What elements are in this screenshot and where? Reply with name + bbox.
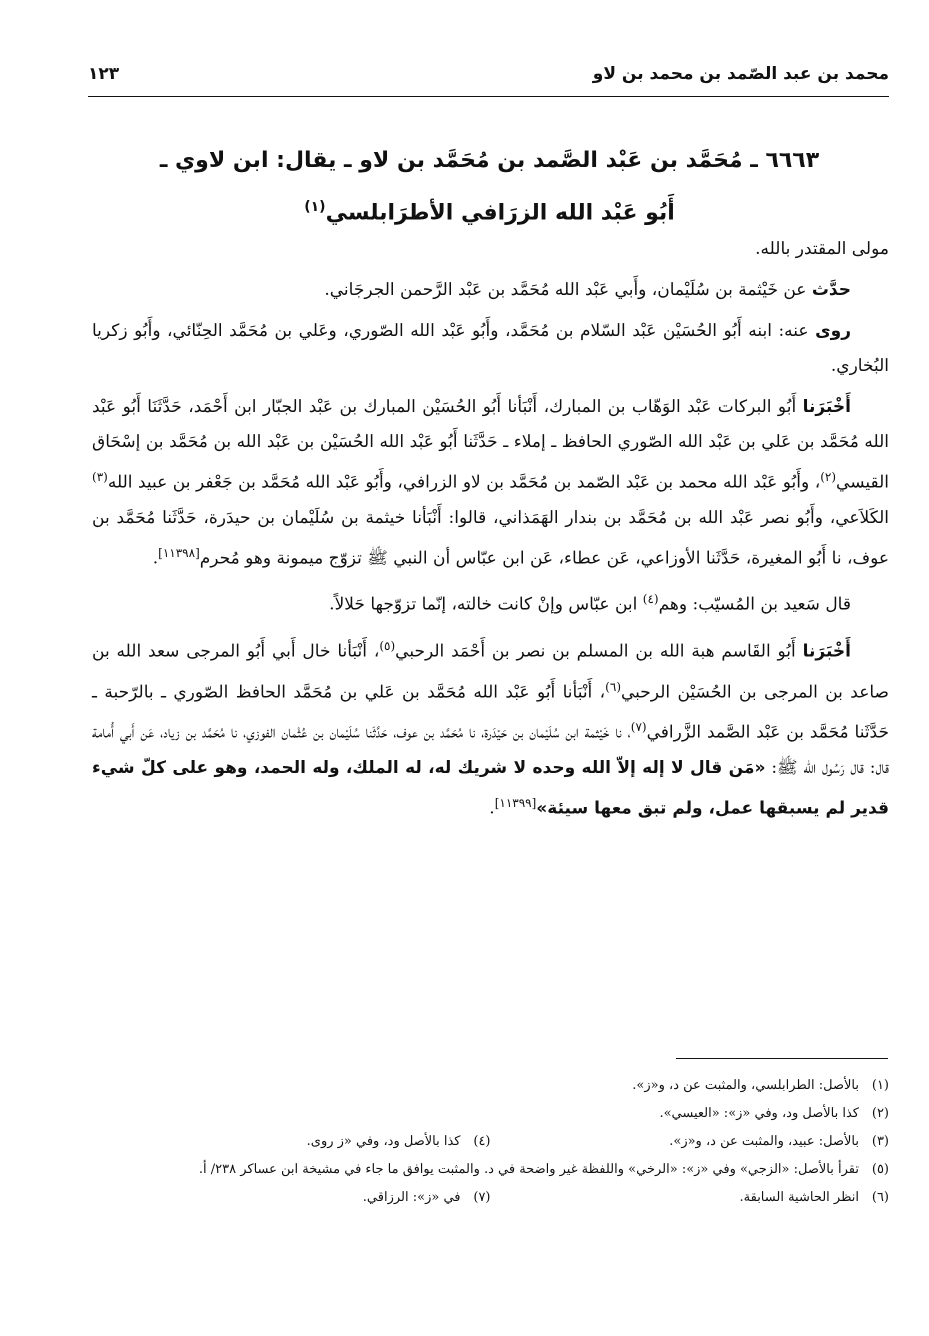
rawa-label: روى [815,321,851,341]
footnote-row-6 [92,1184,889,1212]
footnote-6-number: (٦) [871,1190,889,1205]
rawa-paragraph [92,314,889,384]
haddath-paragraph [92,273,889,308]
footnote-2 [92,1100,889,1128]
isnad1-label: أَخْبَرَنا [802,397,851,417]
isnad1-end: . [152,548,159,569]
isnad2-part2: ، أَنْبَأنا خال أَبي أَبُو المرجى سعد الله بن صاعد بن المرجى بن الحُسَيْن الرحبي [92,641,889,703]
footnote-row-2 [92,1100,889,1128]
footnote-ref-1: (١) [304,199,326,215]
footnote-6-text: انظر الحاشية السابقة. [739,1190,859,1205]
footnote-row-5 [92,1156,889,1184]
footnote-3 [491,1128,890,1156]
footnote-row-3 [92,1128,889,1156]
running-header [88,62,889,97]
rawa-text: عنه: ابنه أَبُو الحُسَيْن عَبْد السّلام بن مُحَمَّد، وأَبُو عَبْد الله الصّوري، وعَلي بن مُحَمَّد الحِنّائي، وأَبُو زكريا البُخاري. [92,321,889,376]
footnote-ref-3: (٣) [92,470,108,484]
isnad2-part1: أَبُو القَاسم هبة الله بن المسلم بن نصر بن أَحْمَد الرحبي [395,641,803,662]
haddath-label: حدَّث [811,280,851,300]
said-text2: ابن عبّاس وإنْ كانت خالته، إنّما تزوّجها حَلالاً. [329,594,643,615]
footnote-4-text: كذا بالأصل ود، وفي «ز روى. [306,1134,461,1149]
entry-heading [90,138,889,236]
footnote-7-text: في «ز»: الرزاقي. [362,1190,461,1205]
footnote-7 [92,1184,491,1212]
hadith-quote: «مَن قال لا إله إلاّ الله وحده لا شريك له، له الملك، وله الحمد، وهو على كلّ شيء قدير لم يسبقها عمل، ولم تبق معها سيئة» [92,757,889,819]
isnad-paragraph-1 [92,390,889,576]
isnad2-end: . [489,798,495,819]
footnote-1-text: بالأصل: الطرابلسي، والمثبت عن د، و«ز». [632,1078,859,1093]
said-text1: قال سَعيد بن المُسيّب: وهم [658,594,851,615]
footnote-ref-5: (٥) [379,638,396,653]
footnote-row-1 [92,1072,889,1100]
footnotes [92,1072,889,1212]
isnad2-part3: ، أَنْبَأنا أَبُو عَبْد الله مُحَمَّد بن عَلي بن مُحَمَّد الحافظ الصّوري ـ بالرّحبة ـ حَدَّثَنا مُحَمَّد بن عَبْد الصَّمد الزَّرافي [92,682,889,743]
footnote-5 [92,1156,889,1184]
footnote-ref-7: (٧) [630,720,647,735]
isnad1-part3: الكَلاَعي، وأَبُو نصر عَبْد الله بن مُحَمَّد بن بندار الهَمَذاني، قالوا: أَنْبَأنا خيثمة بن سُلَيْمان بن حيدَرة، حَدَّثَنا مُحَمَّد بن عوف، نا أَبُو المغيرة، حَدَّثَنا الأوزاعي، عَن عطاء، عَن ابن عبّاس أن النبي ﷺ تزوّج ميمونة وهو مُحرم [92,507,889,569]
footnote-2-number: (٢) [871,1106,889,1121]
footnote-3-number: (٣) [871,1134,889,1149]
footnote-6 [491,1184,890,1212]
footnote-1 [92,1072,889,1100]
footnote-3-text: بالأصل: عبيد، والمثبت عن د، و«ز». [669,1134,859,1149]
said-paragraph [92,582,889,623]
footnote-divider [676,1058,888,1059]
footnote-2-text: كذا بالأصل ود، وفي «ز»: «العيسي». [659,1106,859,1121]
entry-heading-line2: أَبُو عَبْد الله الزرَافي الأطرَابلسي [325,200,675,226]
footnote-5-number: (٥) [871,1162,889,1177]
footnote-ref-2: (٢) [820,470,837,484]
footnote-ref-4: (٤) [642,592,659,607]
footnote-4 [92,1128,491,1156]
footnote-7-number: (٧) [473,1190,491,1205]
footnote-4-number: (٤) [473,1134,491,1149]
isnad1-part1: أَبُو البركات عَبْد الوَهّاب بن المبارك، أَنْبَأنا أَبُو الحُسَيْن المبارك بن عَبْد الجبّار ابن أَحْمَد، حَدَّثَنَا أَبُو عَبْد الله مُحَمَّد بن عَلي بن عَبْد الله الصّوري الحافظ ـ إملاء ـ حَدَّثَنا أَبُو عَبْد الله الحُسَيْن بن عَبْد الله بن مُحَمَّد بن إسْحَاق القيسي [92,397,889,493]
entry-heading-line2-wrap [90,184,889,236]
body-text [92,232,889,833]
page-number: ١٢٣ [88,64,120,84]
isnad-paragraph-2 [92,629,889,827]
footnote-1-number: (١) [871,1078,889,1093]
haddath-text: عن خَيْثمة بن سُلَيْمان، وأَبي عَبْد الله مُحَمَّد بن عَبْد الرَّحمن الجرجَاني. [324,280,812,300]
isnad1-part2: ، وأَبُو عَبْد الله محمد بن عَبْد الصّمد بن مُحَمَّد بن لاو الزرافي، وأَبُو عَبْد الله مُحَمَّد بن جَعْفر بن عبيد الله [107,472,821,493]
isnad2-part4: ، نا خَيْثمة ابن سُلَيْمان بن حَيْدَرة، نا مُحَمَّد بن عوف، حَدَّثَنا سُلَيْمان بن عُثْمان الفوزي، نا مُحَمَّد بن زياد، عَن أَبي أُمامة قال: قال رَسُول الله ﷺ: [92,722,890,778]
hadith-number-11398: [١١٣٩٨] [158,545,200,560]
mawla-line: مولى المقتدر بالله. [755,239,889,259]
hadith-number-11399: [١١٣٩٩] [494,795,537,810]
running-title: محمد بن عبد الصّمد بن محمد بن لاو [592,64,889,84]
entry-heading-line1: ٦٦٦٣ ـ مُحَمَّد بن عَبْد الصَّمد بن مُحَمَّد بن لاو ـ يقال: ابن لاوي ـ [159,148,820,173]
footnote-5-text: تقرأ بالأصل: «الزجي» وفي «ز»: «الرخي» واللفظة غير واضحة في د. والمثبت يوافق ما جاء في مشيخة ابن عساكر ٢٣٨/ أ. [198,1162,859,1177]
isnad2-label: أَخْبَرَنا [802,641,851,662]
footnote-ref-6: (٦) [605,679,621,694]
